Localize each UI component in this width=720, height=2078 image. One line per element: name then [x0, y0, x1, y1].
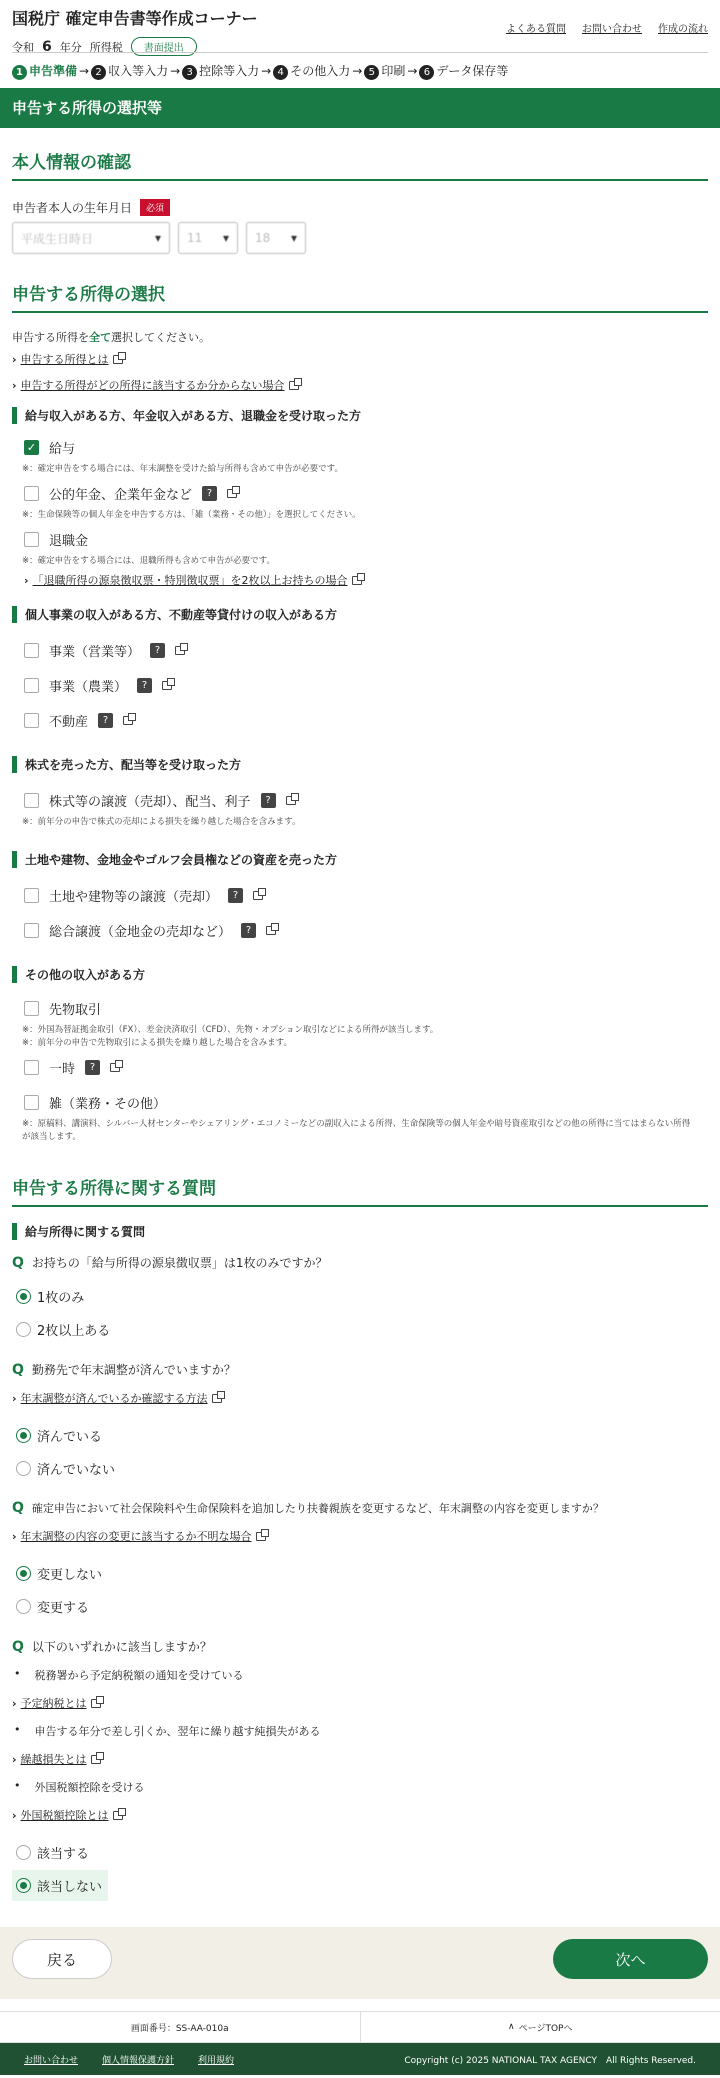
- checkbox-label: 公的年金、企業年金など: [49, 488, 193, 503]
- step-label: 収入等入力: [108, 64, 169, 78]
- nav-bar: [0, 1927, 720, 1999]
- instr-emphasis: 全て: [89, 331, 111, 344]
- note-text: ※：前年分の申告で株式の売却による損失を繰り越した場合を含みます。: [22, 817, 301, 827]
- step-3: [182, 62, 259, 80]
- radio-icon: [16, 1599, 31, 1614]
- footer-privacy-link[interactable]: 個人情報保護方針: [102, 2055, 175, 2066]
- bullet-icon: •: [14, 1723, 21, 1736]
- checkbox-label: 不動産: [49, 715, 89, 730]
- chevron-right-icon: ›: [24, 573, 29, 587]
- question-4: [12, 1638, 708, 1655]
- radio-q1-one[interactable]: [12, 1281, 708, 1312]
- external-window-icon: [110, 1063, 120, 1072]
- checkbox-misc[interactable]: [24, 1093, 696, 1112]
- external-window-icon: [212, 1394, 222, 1403]
- external-window-icon: [256, 1532, 266, 1541]
- radio-selected-icon: [16, 1566, 31, 1581]
- help-icon[interactable]: ?: [85, 1060, 100, 1075]
- checkbox-icon: [24, 678, 39, 693]
- personal-heading: 本人情報の確認: [12, 148, 708, 181]
- checkbox-label: 土地や建物等の譲渡（売却）: [49, 890, 219, 905]
- radio-label: 変更する: [37, 1601, 90, 1616]
- step-label: データ保存等: [436, 64, 509, 78]
- checkbox-icon: [24, 643, 39, 658]
- required-badge: 必須: [140, 199, 170, 216]
- note-text: ※：確定申告をする場合には、退職所得も含めて申告が必要です。: [22, 556, 275, 566]
- link-text: 申告する所得とは: [20, 353, 109, 366]
- radio-label: 2枚以上ある: [37, 1324, 111, 1339]
- external-window-icon: [162, 681, 172, 690]
- group-other-title: その他の収入がある方: [12, 966, 708, 983]
- external-window-icon: [253, 891, 263, 900]
- step-arrow-icon: →: [79, 64, 90, 78]
- radio-label: 済んでいない: [37, 1463, 116, 1478]
- page-top-link[interactable]: [360, 2012, 720, 2042]
- questions-heading: 申告する所得に関する質問: [12, 1174, 708, 1207]
- external-window-icon: [286, 796, 296, 805]
- step-4: [273, 62, 350, 80]
- link-text: 予定納税とは: [20, 1697, 87, 1710]
- radio-q3-change[interactable]: [12, 1591, 708, 1622]
- step-label: 印刷: [381, 64, 406, 78]
- radio-label: 該当しない: [37, 1880, 103, 1895]
- question-text: 勤務先で年末調整が済んでいますか？: [31, 1363, 236, 1377]
- day-select[interactable]: [246, 222, 306, 254]
- external-window-icon: [91, 1755, 101, 1764]
- year-unit: 年分: [59, 40, 82, 54]
- foreign-tax-link[interactable]: [12, 1807, 708, 1823]
- year-value: 6: [42, 38, 52, 55]
- list-item: [14, 1779, 706, 1795]
- contact-link[interactable]: お問い合わせ: [582, 24, 642, 35]
- question-mark-icon: Q: [12, 1254, 24, 1271]
- radio-q4-applicable[interactable]: [12, 1837, 708, 1868]
- footer-contact-link[interactable]: お問い合わせ: [24, 2055, 79, 2066]
- step-2: [91, 62, 168, 80]
- checkbox-icon: [24, 486, 39, 501]
- note-text: ※：生命保険等の個人年金を申告する方は、「雑（業務・その他）」を選択してください。: [22, 510, 361, 520]
- step-5: [364, 62, 405, 80]
- checkbox-checked-icon: ✓: [24, 440, 39, 455]
- year-end-check-link[interactable]: [12, 1390, 708, 1406]
- chevron-right-icon: ›: [12, 1391, 17, 1405]
- chevron-down-icon: ▾: [290, 231, 297, 245]
- site-header: [0, 0, 720, 88]
- checkbox-real-estate[interactable]: [24, 711, 696, 730]
- link-text: 年末調整が済んでいるか確認する方法: [20, 1392, 208, 1405]
- checkbox-business[interactable]: [24, 641, 696, 660]
- external-window-icon: [352, 576, 362, 585]
- step-number-icon: 1: [12, 65, 27, 80]
- checkbox-general-transfer[interactable]: [24, 921, 696, 940]
- chevron-down-icon: ▾: [222, 231, 229, 245]
- carryover-loss-link[interactable]: [12, 1751, 708, 1767]
- group-salary-title: 給与収入がある方、年金収入がある方、退職金を受け取った方: [12, 407, 708, 424]
- page-title-band: 申告する所得の選択等: [0, 88, 720, 128]
- era-select-value: 平成生日時日: [21, 231, 94, 246]
- external-window-icon: [289, 381, 299, 390]
- list-item-text: 税務署から予定納税額の通知を受けている: [34, 1669, 244, 1682]
- step-1: [12, 62, 77, 80]
- question-text: お持ちの「給与所得の源泉徴収票」は1枚のみですか？: [31, 1256, 328, 1270]
- question-3: [12, 1500, 708, 1516]
- header-divider: [12, 52, 708, 53]
- checkbox-icon: [24, 532, 39, 547]
- step-arrow-icon: →: [170, 64, 181, 78]
- list-item-text: 申告する年分で差し引くか、翌年に繰り越す純損失がある: [34, 1725, 321, 1738]
- era-select[interactable]: [12, 222, 170, 254]
- month-select[interactable]: [178, 222, 238, 254]
- checkbox-label: 退職金: [49, 534, 89, 549]
- checkbox-icon: [24, 1001, 39, 1016]
- checkbox-label: 事業（農業）: [49, 680, 128, 695]
- help-icon[interactable]: ?: [137, 678, 152, 693]
- step-number-icon: 5: [364, 65, 379, 80]
- checkbox-label: 総合譲渡（金地金の売却など）: [49, 925, 232, 940]
- help-icon[interactable]: ?: [150, 643, 165, 658]
- radio-q2-done[interactable]: [12, 1420, 708, 1451]
- next-button[interactable]: 次へ: [553, 1939, 708, 1979]
- select-income-heading: 申告する所得の選択: [12, 280, 708, 313]
- checkbox-icon: [24, 923, 39, 938]
- radio-label: 済んでいる: [37, 1430, 103, 1445]
- checkbox-icon: [24, 1060, 39, 1075]
- instr-pre: 申告する所得を: [12, 331, 89, 344]
- external-window-icon: [113, 355, 123, 364]
- year-end-change-link[interactable]: [12, 1528, 708, 1544]
- question-1: [12, 1254, 708, 1271]
- radio-icon: [16, 1461, 31, 1476]
- group-stock-title: 株式を売った方、配当等を受け取った方: [12, 756, 708, 773]
- radio-q4-not-applicable[interactable]: [12, 1870, 108, 1901]
- external-window-icon: [123, 716, 133, 725]
- radio-label: 変更しない: [37, 1568, 103, 1583]
- note-text: ※：外国為替証拠金取引（FX）、差金決済取引（CFD）、先物・オプション取引などによる所得が該当します。: [22, 1025, 439, 1035]
- link-text: 外国税額控除とは: [20, 1809, 109, 1822]
- step-number-icon: 6: [419, 65, 434, 80]
- help-icon[interactable]: ?: [98, 713, 113, 728]
- external-window-icon: [113, 1811, 123, 1820]
- unknown-income-link[interactable]: [12, 377, 708, 393]
- question-2: [12, 1361, 708, 1378]
- external-window-icon: [91, 1699, 101, 1708]
- era-label: 令和: [12, 40, 34, 54]
- step-number-icon: 4: [273, 65, 288, 80]
- tax-kind: 所得税: [89, 40, 123, 54]
- radio-icon: [16, 1322, 31, 1337]
- chevron-right-icon: ›: [12, 378, 17, 392]
- radio-label: 1枚のみ: [37, 1291, 85, 1306]
- help-icon[interactable]: ?: [228, 888, 243, 903]
- group-asset-title: 土地や建物、金地金やゴルフ会員権などの資産を売った方: [12, 851, 708, 868]
- checkbox-land[interactable]: [24, 886, 696, 905]
- chevron-right-icon: ›: [12, 1752, 17, 1766]
- site-footer: [0, 2043, 720, 2075]
- chevron-down-icon: ▾: [154, 231, 161, 245]
- link-text: 年末調整の内容の変更に該当するか不明な場合: [20, 1530, 252, 1543]
- link-text: 「退職所得の源泉徴収票・特別徴収票」を2枚以上お持ちの場合: [32, 574, 348, 587]
- screen-number: 画面番号：SS-AA-010a: [130, 2023, 229, 2034]
- checkbox-occasional[interactable]: [24, 1058, 696, 1077]
- question-mark-icon: Q: [12, 1500, 24, 1516]
- bullet-icon: •: [14, 1667, 21, 1680]
- step-label: その他入力: [290, 64, 351, 78]
- tax-year-line: [12, 37, 708, 56]
- note-text: ※：前年分の申告で先物取引による損失を繰り越した場合を含みます。: [22, 1038, 292, 1048]
- question-text: 確定申告において社会保険料や生命保険料を追加したり扶養親族を変更するなど、年末調整の内容を変更しますか？: [31, 1502, 604, 1515]
- checkbox-salary[interactable]: [24, 438, 696, 457]
- back-button[interactable]: 戻る: [12, 1939, 112, 1979]
- chevron-right-icon: ›: [12, 352, 17, 366]
- checkbox-futures[interactable]: [24, 999, 696, 1018]
- external-window-icon: [227, 489, 237, 498]
- checkbox-agriculture[interactable]: [24, 676, 696, 695]
- instr-post: 選択してください。: [111, 331, 210, 344]
- radio-selected-icon: [16, 1428, 31, 1443]
- checkbox-icon: [24, 1095, 39, 1110]
- radio-selected-icon: [16, 1878, 31, 1893]
- chevron-up-icon: ∧: [508, 2022, 515, 2032]
- step-arrow-icon: →: [407, 64, 418, 78]
- radio-icon: [16, 1845, 31, 1860]
- checkbox-pension[interactable]: [24, 484, 696, 503]
- select-instruction: [12, 329, 708, 345]
- dob-selects: [12, 222, 708, 254]
- note-text: ※：原稿料、講演料、シルバー人材センターやシェアリング・エコノミーなどの副収入による所得、生命保険等の個人年金や暗号資産取引などの他の所得に当てはまらない所得が該当します。: [22, 1119, 691, 1142]
- faq-link[interactable]: よくある質問: [506, 24, 566, 35]
- header-links: [506, 20, 708, 35]
- step-6: [419, 62, 508, 80]
- radio-selected-icon: [16, 1289, 31, 1304]
- footer-terms-link[interactable]: 利用規約: [198, 2055, 235, 2066]
- chevron-right-icon: ›: [12, 1808, 17, 1822]
- site-title: 国税庁 確定申告書等作成コーナー: [12, 9, 258, 28]
- checkbox-label: 株式等の譲渡（売却）、配当、利子: [49, 795, 251, 810]
- day-select-value: 18: [255, 231, 271, 245]
- retirement-slip-link[interactable]: [24, 572, 708, 588]
- link-text: 繰越損失とは: [20, 1753, 87, 1766]
- step-arrow-icon: →: [352, 64, 363, 78]
- list-item: [14, 1723, 706, 1739]
- page-info-bar: [0, 2011, 720, 2043]
- help-icon[interactable]: ?: [241, 923, 256, 938]
- question-mark-icon: Q: [12, 1638, 24, 1655]
- bullet-icon: •: [14, 1779, 21, 1792]
- external-window-icon: [175, 646, 185, 655]
- mode-badge: 書面提出: [131, 37, 197, 56]
- step-number-icon: 3: [182, 65, 197, 80]
- checkbox-stock[interactable]: [24, 791, 696, 810]
- step-label: 申告準備: [29, 64, 78, 78]
- checkbox-label: 給与: [49, 442, 76, 457]
- help-icon[interactable]: ?: [202, 486, 217, 501]
- dob-label-row: [12, 199, 708, 216]
- month-select-value: 11: [187, 231, 203, 245]
- salary-questions-title: 給与所得に関する質問: [12, 1223, 708, 1240]
- step-progress: [12, 62, 508, 80]
- prepayment-link[interactable]: [12, 1695, 708, 1711]
- list-item: [14, 1667, 706, 1683]
- group-business-title: 個人事業の収入がある方、不動産等貸付けの収入がある方: [12, 606, 708, 623]
- step-label: 控除等入力: [199, 64, 260, 78]
- question-mark-icon: Q: [12, 1361, 24, 1378]
- footer-links: [24, 2053, 234, 2066]
- checkbox-label: 雑（業務・その他）: [49, 1097, 167, 1112]
- step-number-icon: 2: [91, 65, 106, 80]
- question-text: 以下のいずれかに該当しますか？: [31, 1640, 212, 1654]
- flow-link[interactable]: 作成の流れ: [658, 24, 708, 35]
- checkbox-icon: [24, 713, 39, 728]
- dob-label: 申告者本人の生年月日: [12, 201, 133, 215]
- checkbox-label: 一時: [49, 1062, 76, 1077]
- copyright: Copyright (c) 2025 NATIONAL TAX AGENCY All Rights Reserved.: [404, 2055, 696, 2066]
- radio-label: 該当する: [37, 1847, 90, 1862]
- external-window-icon: [266, 926, 276, 935]
- step-arrow-icon: →: [261, 64, 272, 78]
- radio-q3-no-change[interactable]: [12, 1558, 708, 1589]
- checkbox-label: 事業（営業等）: [49, 645, 141, 660]
- chevron-right-icon: ›: [12, 1696, 17, 1710]
- radio-q1-multiple[interactable]: [12, 1314, 708, 1345]
- checkbox-label: 先物取引: [49, 1003, 102, 1018]
- list-item-text: 外国税額控除を受ける: [34, 1781, 145, 1794]
- checkbox-icon: [24, 793, 39, 808]
- chevron-right-icon: ›: [12, 1529, 17, 1543]
- checkbox-retirement[interactable]: [24, 530, 696, 549]
- link-text: 申告する所得がどの所得に該当するか分からない場合: [20, 379, 285, 392]
- income-definition-link[interactable]: [12, 351, 708, 367]
- checkbox-icon: [24, 888, 39, 903]
- page-top-label: ページTOPへ: [518, 2023, 573, 2034]
- note-text: ※：確定申告をする場合には、年末調整を受けた給与所得も含めて申告が必要です。: [22, 464, 343, 474]
- radio-q2-not-done[interactable]: [12, 1453, 708, 1484]
- help-icon[interactable]: ?: [261, 793, 276, 808]
